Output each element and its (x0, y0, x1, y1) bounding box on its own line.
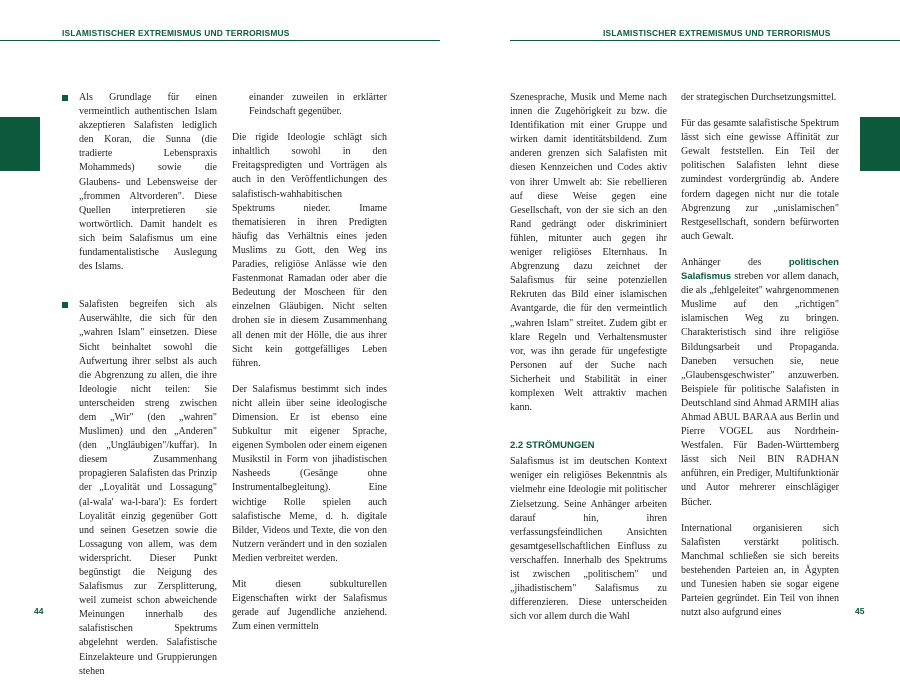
header-rule (0, 40, 440, 41)
bullet-square-icon (62, 95, 68, 101)
running-header: ISLAMISTISCHER EXTREMISMUS UND TERRORISMUS (62, 28, 290, 38)
page-number: 44 (34, 606, 44, 616)
paragraph-end: streben vor allem danach, die als „fehlgeleitet" wahrgenommenen Muslime auf den „richtigen" islamischen Weg zu bringen. Charakteristisch sind ihre religiöse Bildungsarbeit und Propaganda. Daneben versuchen sie, neue „Glaubensgeschwister" anzuwerben. Beispiele für politische Salafisten in Deutschland sind Ahmad ARMIH alias Ahmad ABUL BARAA aus Berlin und Pierre VOGEL aus Nordrhein-Westfalen. Für Baden-Württemberg lässt sich Neil BIN RADHAN anführen, ein Prediger, Multifunktionär und Autor mehrerer einschlägiger Bücher. (681, 271, 840, 508)
bullet-text: Als Grundlage für einen vermeintlich authentischen Islam akzeptieren Salafisten lediglich den Koran, die Sunna (die tradierte Lebenspraxis Mohammeds) sowie die Glaubens- und Lebensweise der „frommen Altvorderen". Diese Quellen interpretieren sie wortwörtlich. Damit handelt es sich beim Salafismus um eine fundamentalistische Auslegung des Islams. (79, 92, 217, 273)
paragraph: Mit diesen subkulturellen Eigenschaften wirkt der Salafismus gerade auf Jugendliche anziehend. Zum einen vermitteln (232, 579, 387, 633)
paragraph: Für das gesamte salafistische Spektrum lässt sich eine gewisse Affinität zur Gewalt feststellen. Ein Teil der politischen Salafisten lehnt diese zumindest vordergründig ab. Andere fordern dagegen nicht nur die totale Abgrenzung zur „unislamischen" Restgesellschaft, sondern befürworten auch Gewalt. (681, 118, 839, 242)
paragraph: Salafismus ist im deutschen Kontext weniger ein religiöses Bekenntnis als vielmehr eine Ideologie mit politischer Zielsetzung. Seine Anhänger arbeiten darauf hin, ihren verfassungsfeindlichen Ansichten gesamtgesellschaftlichen Einfluss zu verschaffen. Innerhalb des Spektrums ist zwischen „politischem" und „jihadistischem" Salafismus zu differenzieren. Diese unterscheiden sich vor allem durch die Wahl (510, 456, 667, 623)
page-number: 45 (855, 606, 865, 616)
paragraph: einander zuweilen in erklärter Feindschaft gegenüber. (249, 92, 387, 118)
paragraph: Der Salafismus bestimmt sich indes nicht allein über seine ideologische Dimension. Er ist ebenso eine Subkultur mit eigener Sprache, eigenen Symbolen oder einem eigenen Musikstil in Form von jihadistischen Nasheeds (Gesänge ohne Instrumentalbegleitung). Eine wichtige Rolle spielen auch salafistische Meme, d. h. digitale Bilder, Videos und Texte, die von den Nutzern verändert und in den sozialen Medien verbreitet werden. (232, 383, 387, 564)
highlight-term: politischen Salafismus (681, 256, 839, 283)
right-column-1 (510, 91, 667, 636)
left-page (0, 0, 450, 677)
left-column-2 (232, 91, 387, 646)
paragraph: Szenesprache, Musik und Meme nach innen die Zugehörigkeit zu bzw. die Identifikation mit einer Gruppe und wirken damit identitätsbildend. Zum anderen grenzen sich Salafisten mit diesen Kennzeichen und Codes aktiv von ihrer Umwelt ab: Sie rebellieren auf diese Weise gegen eine Gesellschaft, von der sie sich an den Rand gedrängt oder diskriminiert fühlen, mitunter auch gegen ihr weniger religiöses Elternhaus. In Abgrenzung dazu zeichnet der Salafismus für seine potenziellen Rekruten das Bild einer islamischen Avantgarde, die für den vermeintlich „wahren Islam" streitet. Zudem gibt er klare Regeln und Verhaltensmuster vor, was ihn gerade für ungefestigte Personen auf der Suche nach Sicherheit und Stabilität in einer komplexen Welt attraktiv machen kann. (510, 92, 667, 414)
bullet-item (62, 91, 217, 274)
section-heading: 2.2 STRÖMUNGEN (510, 440, 595, 452)
header-rule (510, 40, 900, 41)
chapter-tab (860, 117, 900, 171)
paragraph (681, 256, 839, 510)
paragraph: der strategischen Durchsetzungsmittel. (681, 92, 837, 103)
chapter-tab (0, 117, 40, 171)
running-header: ISLAMISTISCHER EXTREMISMUS UND TERRORISMUS (603, 28, 831, 38)
bullet-item (62, 298, 217, 679)
left-column-1 (62, 91, 217, 691)
right-column-2 (681, 91, 839, 632)
right-page (450, 0, 900, 638)
paragraph: International organisieren sich Salafisten verstärkt politisch. Manchmal schließen sie sich bereits bestehenden Parteien an, in Ägypten und Tunesien haben sie sogar eigene Parteien gegründet. Ein Teil von ihnen nutzt also aufgrund eines (681, 522, 839, 619)
paragraph: Die rigide Ideologie schlägt sich inhaltlich sowohl in den Freitagspredigten und Vorträgen als auch in den Veröffentlichungen des salafistisch-wahhabitischen Spektrums nieder. Imame thematisieren in ihren Predigten häufig das Verhältnis eines jeden Muslims zu Gott, den Weg ins Paradies, religiöse Anlässe wie den Fastenmonat Ramadan oder aber die Bedeutung der Moscheen für den einzelnen Gläubigen. Nicht selten drohen sie in diesem Zusammenhang all denen mit der Hölle, die aus ihrer Sicht kein gottgefälliges Leben führen. (232, 132, 387, 369)
bullet-square-icon (62, 302, 68, 308)
paragraph-start: Anhänger des (681, 256, 789, 268)
bullet-text: Salafisten begreifen sich als Auserwählte, die sich für den „wahren Islam" einsetzen. Diese Sicht beinhaltet sowohl die Aufwertung ihrer selbst als auch die Abgrenzung zu allen, die ihre Ideologie nicht teilen: Sie unterscheiden streng zwischen dem „Wir" (den „wahren" Muslimen) und den „Anderen" (den „Ungläubigen"/kuffar). In diesem Zusammenhang propagieren Salafisten das Prinzip der „Loyalität und Lossagung" (al-wala' wa-l-bara'): Es fordert Loyalität einzig gegenüber Gott und seinen Gesetzen sowie die Lossagung von allem, was dem widerspricht. Dieser Punkt begünstigt die Neigung des Salafismus zur Zersplitterung, weil zumeist schon abweichende Meinungen innerhalb des salafistischen Spektrums abgelehnt werden. Salafistische Einzelakteure und Gruppierungen stehen (79, 299, 217, 677)
